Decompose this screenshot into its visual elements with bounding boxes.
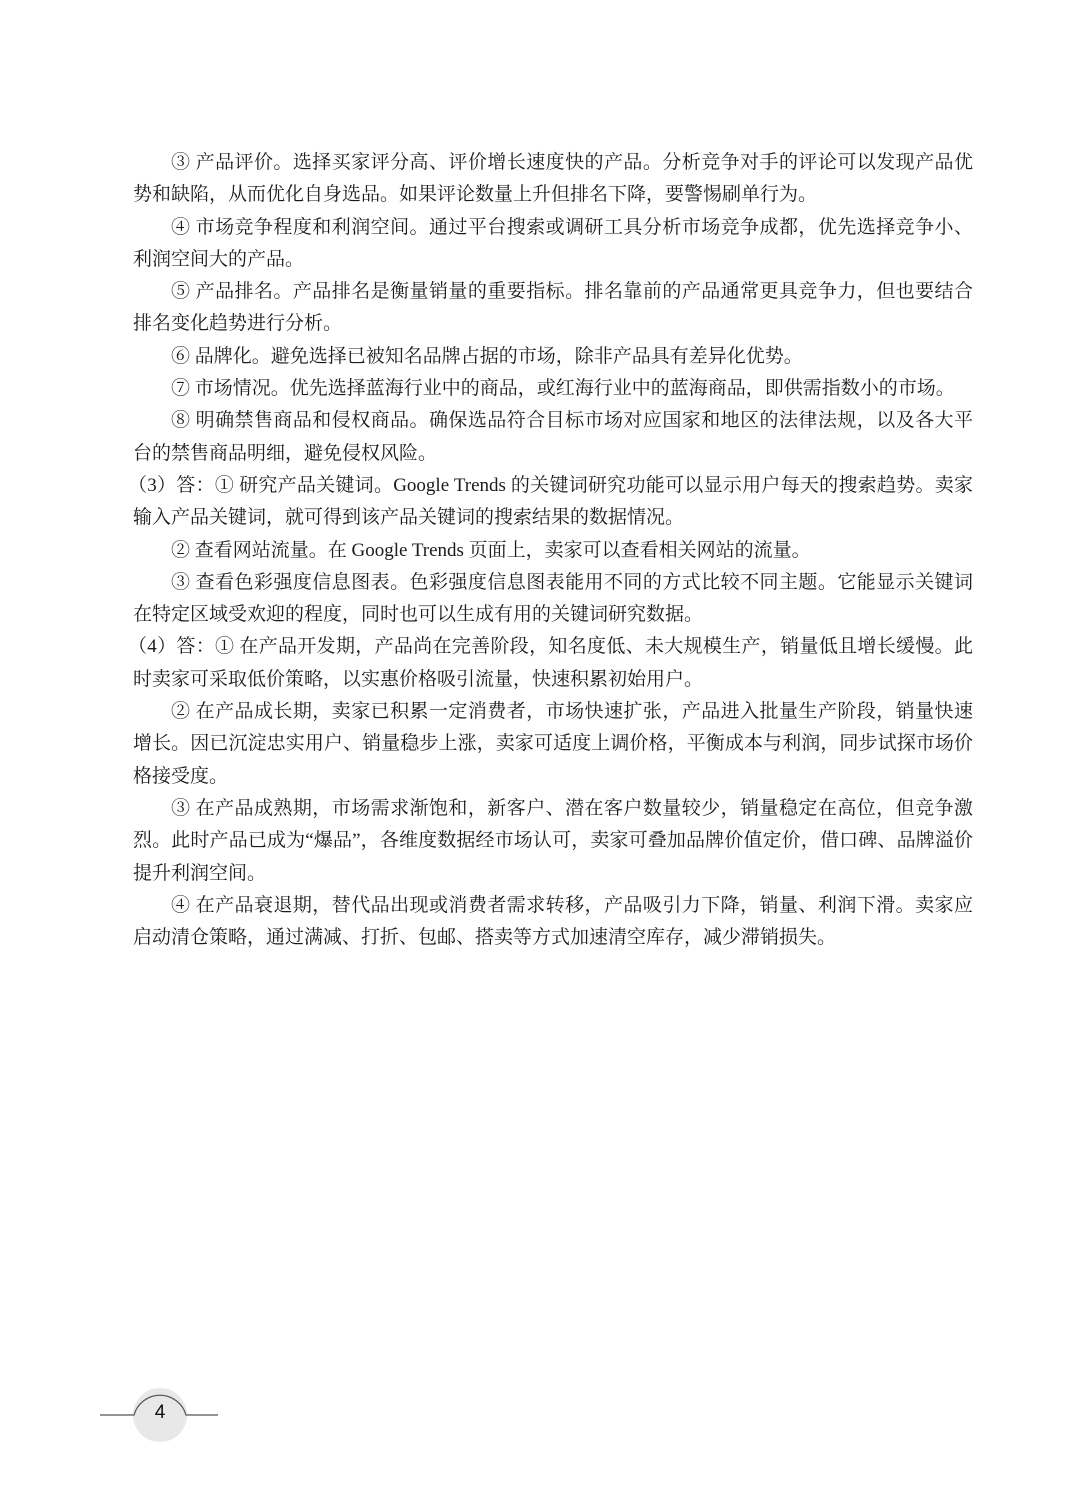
paragraph-answer-3-item-3: ③ 查看色彩强度信息图表。色彩强度信息图表能用不同的方式比较不同主题。它能显示关键词在特定区域受欢迎的程度，同时也可以生成有用的关键词研究数据。 [133,571,973,626]
paragraph-answer-4: （4）答：① 在产品开发期，产品尚在完善阶段，知名度低、未大规模生产，销量低且增长缓慢。此时卖家可采取低价策略，以实惠价格吸引流量，快速积累初始用户。 [128,636,973,690]
page-number: 4 [154,1402,166,1423]
paragraph-item-3-product-review: ③ 产品评价。选择买家评分高、评价增长速度快的产品。分析竞争对手的评论可以发现产品优势和缺陷，从而优化自身选品。如果评论数量上升但排名下降，要警惕刷单行为。 [133,152,973,206]
paragraph-answer-3-item-2: ② 查看网站流量。在 Google Trends 页面上，卖家可以查看相关网站的流量。 [171,539,811,561]
paragraph-item-4-competition: ④ 市场竞争程度和利润空间。通过平台搜索或调研工具分析市场竞争成都，优先选择竞争小、利润空间大的产品。 [133,216,973,270]
paragraph-item-8-prohibited: ⑧ 明确禁售商品和侵权商品。确保选品符合目标市场对应国家和地区的法律法规，以及各大平台的禁售商品明细，避免侵权风险。 [133,410,973,464]
paragraph-answer-4-item-3: ③ 在产品成熟期，市场需求渐饱和，新客户、潜在客户数量较少，销量稳定在高位，但竞争激烈。此时产品已成为“爆品”，各维度数据经市场认可，卖家可叠加品牌价值定价，借口碑、品牌溢价提升利润空间。 [133,797,973,884]
paragraph-answer-3: （3）答：① 研究产品关键词。Google Trends 的关键词研究功能可以显示用户每天的搜索趋势。卖家输入产品关键词，就可得到该产品关键词的搜索结果的数据情况。 [128,474,973,529]
paragraph-item-7-market: ⑦ 市场情况。优先选择蓝海行业中的商品，或红海行业中的蓝海商品，即供需指数小的市场。 [171,378,955,400]
paragraph-item-6-branding: ⑥ 品牌化。避免选择已被知名品牌占据的市场，除非产品具有差异化优势。 [171,345,803,367]
paragraph-answer-4-item-4: ④ 在产品衰退期，替代品出现或消费者需求转移，产品吸引力下降，销量、利润下滑。卖家应启动清仓策略，通过满减、打折、包邮、搭卖等方式加速清空库存，减少滞销损失。 [133,894,973,949]
page-footer [100,1382,230,1442]
paragraph-item-5-ranking: ⑤ 产品排名。产品排名是衡量销量的重要指标。排名靠前的产品通常更具竞争力，但也要结合排名变化趋势进行分析。 [133,281,973,335]
paragraph-answer-4-item-2: ② 在产品成长期，卖家已积累一定消费者，市场快速扩张，产品进入批量生产阶段，销量快速增长。因已沉淀忠实用户、销量稳步上涨，卖家可适度上调价格，平衡成本与利润，同步试探市场价格接受度。 [133,701,973,787]
body-text [128,147,973,954]
